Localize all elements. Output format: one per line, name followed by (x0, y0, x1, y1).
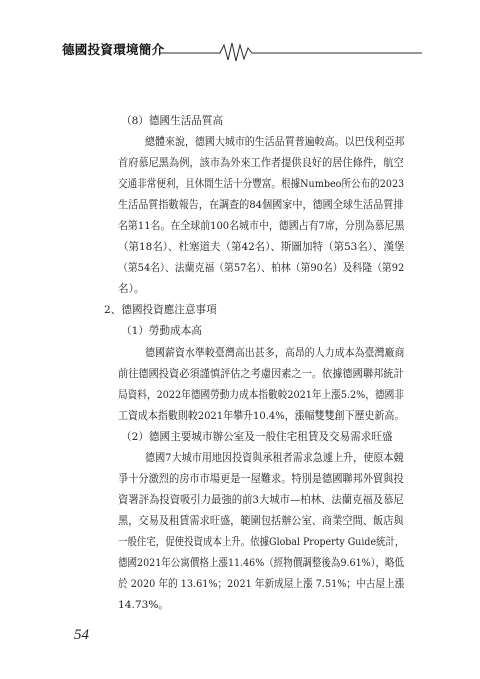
paragraph-line: 一般住宅，促使投資成本上升。依據Global Property Guide統計， (118, 535, 405, 548)
section-heading: （8）德國生活品質高 (121, 115, 224, 127)
section-heading: （1）勞動成本高 (121, 325, 202, 338)
paragraph-line: 總體來說，德國大城市的生活品質普遍較高。以巴伐利亞邦 (145, 136, 405, 148)
paragraph-line: 前往德國投資必須謹慎評估之考慮因素之一。依據德國聯邦統計 (118, 367, 404, 380)
paragraph-line: 交通非常便利，且休閒生活十分豐富。根據Numbeo所公布的2023 (118, 178, 405, 191)
section-heading: （2）德國主要城市辦公室及一般住宅租賃及交易需求旺盛 (121, 430, 393, 443)
paragraph-line: 生活品質指數報告，在調查的84個國家中，德國全球生活品質排 (118, 199, 404, 212)
paragraph-line: 資署評為投資吸引力最強的前3大城市—柏林、法蘭克福及慕尼 (118, 493, 404, 506)
paragraph-line: 德國7大城市用地因投資與承租者需求急遽上升，使原本競 (145, 451, 404, 464)
header-title: 德國投資環境簡介 (62, 42, 165, 57)
paragraph-line: 局資料，2022年德國勞動力成本指數較2021年上漲5.2%，德國非 (118, 388, 404, 401)
paragraph-line: 黑，交易及租賃需求旺盛，範圍包括辦公室、商業空間、飯店與 (118, 514, 404, 527)
paragraph-line: 工資成本指數則較2021年攀升10.4%，漲幅雙雙創下歷史新高。 (118, 409, 405, 422)
page-number: 54 (74, 627, 89, 643)
paragraph-line: 名）。 (118, 283, 145, 296)
section-heading: 2、德國投資應注意事項 (104, 304, 217, 317)
paragraph-line: 14.73%。 (118, 599, 169, 611)
paragraph-line: （第18名）、杜塞道夫（第42名）、斯圖加特（第53名）、漢堡 (118, 241, 405, 254)
paragraph-line: 首府慕尼黑為例，該市為外來工作者提供良好的居住條件，航空 (118, 157, 404, 170)
paragraph-line: 爭十分激烈的房市市場更是一屋難求。特別是德國聯邦外貿與投 (118, 472, 404, 485)
paragraph-line: 名第11名。在全球前100名城市中，德國占有7席，分別為慕尼黑 (118, 220, 405, 233)
paragraph-line: （第54名）、法蘭克福（第57名）、柏林（第90名）及科隆（第92 (118, 262, 405, 275)
paragraph-line: 於 2020 年的 13.61%；2021 年新成屋上漲 7.51%；中古屋上漲 (118, 578, 405, 590)
paragraph-line: 德國2021年公寓價格上漲11.46%（經物價調整後為9.61%），略低 (118, 556, 405, 569)
paragraph-line: 德國薪資水準較臺灣高出甚多，高昂的人力成本為臺灣廠商 (145, 346, 405, 359)
